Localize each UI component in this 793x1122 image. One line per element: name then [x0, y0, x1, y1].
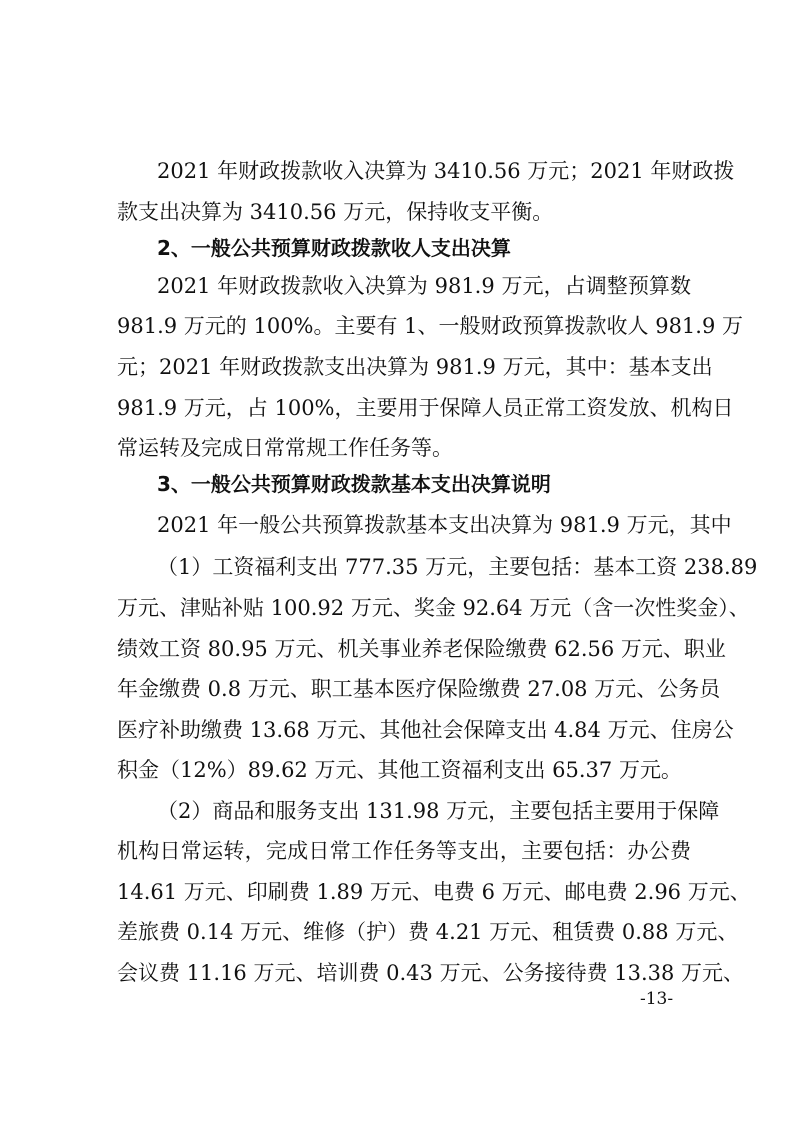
body-line: 2021 年财政拨款收入决算为 3410.56 万元；2021 年财政拨	[157, 159, 735, 183]
body-line: 14.61 万元、印刷费 1.89 万元、电费 6 万元、邮电费 2.96 万元、	[117, 880, 751, 904]
body-line: 年金缴费 0.8 万元、职工基本医疗保险缴费 27.08 万元、公务员	[117, 677, 721, 701]
body-line: 981.9 万元，占 100%，主要用于保障人员正常工资发放、机构日	[117, 396, 734, 420]
body-line: （1）工资福利支出 777.35 万元，主要包括：基本工资 238.89	[157, 555, 758, 579]
body-line: 2021 年财政拨款收入决算为 981.9 万元，占调整预算数	[157, 274, 691, 298]
body-line: 会议费 11.16 万元、培训费 0.43 万元、公务接待费 13.38 万元、	[117, 961, 745, 985]
body-line: 机构日常运转，完成日常工作任务等支出，主要包括：办公费	[117, 839, 691, 863]
body-line: 差旅费 0.14 万元、维修（护）费 4.21 万元、租赁费 0.88 万元、	[117, 920, 739, 944]
body-line: （2）商品和服务支出 131.98 万元，主要包括主要用于保障	[157, 799, 720, 823]
body-line: 积金（12%）89.62 万元、其他工资福利支出 65.37 万元。	[117, 758, 682, 782]
body-line: 医疗补助缴费 13.68 万元、其他社会保障支出 4.84 万元、住房公	[117, 718, 734, 742]
section-heading: 2、一般公共预算财政拨款收人支出决算	[157, 236, 511, 260]
page-number: -13-	[640, 989, 674, 1009]
body-line: 元；2021 年财政拨款支出决算为 981.9 万元，其中：基本支出	[117, 355, 713, 379]
body-line: 绩效工资 80.95 万元、机关事业养老保险缴费 62.56 万元、职业	[117, 637, 726, 661]
body-line: 981.9 万元的 100%。主要有 1、一般财政预算拨款收人 981.9 万	[117, 314, 744, 338]
body-line: 万元、津贴补贴 100.92 万元、奖金 92.64 万元（含一次性奖金）、	[117, 596, 750, 620]
body-line: 常运转及完成日常常规工作任务等。	[117, 436, 453, 460]
body-line: 款支出决算为 3410.56 万元，保持收支平衡。	[117, 200, 554, 224]
section-heading: 3、一般公共预算财政拨款基本支出决算说明	[157, 472, 551, 496]
body-line: 2021 年一般公共预算拨款基本支出决算为 981.9 万元，其中	[157, 513, 732, 537]
